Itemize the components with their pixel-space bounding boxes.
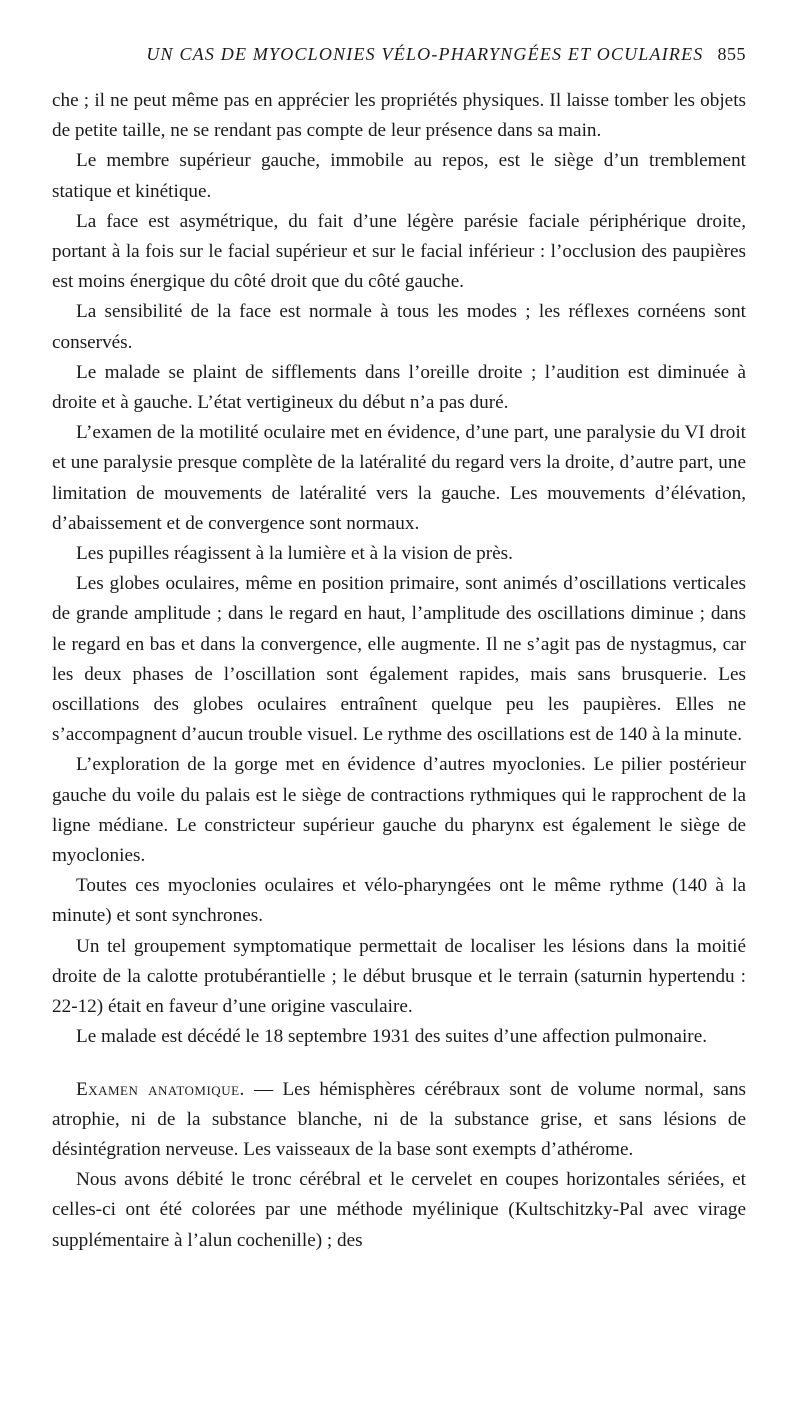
page [52, 44, 746, 1256]
section-heading: Examen anatomique. [76, 1078, 245, 1100]
paragraph: Nous avons débité le tronc cérébral et le cervelet en coupes horizontales sériées, et celles-ci ont été colorées par une méthode myélinique (Kultschitzky-Pal avec virage supplémentaire à l’alun cochenille) ; des [52, 1169, 746, 1251]
paragraph: Le malade est décédé le 18 septembre 1931 des suites d’une affection pulmonaire. [76, 1026, 708, 1048]
paragraph: L’exploration de la gorge met en évidence d’autres myoclonies. Le pilier postérieur gauche du voile du palais est le siège de contractions rythmiques qui le rapprochent de la ligne médiane. Le constricteur supérieur gauche du pharynx est également le siège de myoclonies. [52, 754, 746, 867]
section-text: Les hémisphères cérébraux sont de volume normal, sans atrophie, ni de la substance blanche, ni de la substance grise, et sans lésions de désintégration nerveuse. Les vaisseaux de la base sont exempts d’athérome. [52, 1078, 747, 1160]
section-paragraph [52, 1075, 746, 1166]
paragraph: Les pupilles réagissent à la lumière et à la vision de près. [76, 543, 513, 565]
paragraph: L’examen de la motilité oculaire met en évidence, d’une part, une paralysie du VI droit et une paralysie presque complète de la latéralité du regard vers la droite, d’autre part, une limitation de mouvements de latéralité vers la gauche. Les mouvements d’élévation, d’abaissement et de convergence sont normaux. [52, 422, 746, 534]
paragraph: La face est asymétrique, du fait d’une légère parésie faciale périphérique droite, portant à la fois sur le facial supérieur et sur le facial inférieur : l’occlusion des paupières est moins énergique du côté droit que du côté gauche. [52, 210, 746, 293]
body-text [52, 86, 746, 1256]
paragraph: Le malade se plaint de sifflements dans l’oreille droite ; l’audition est diminuée à droite et à gauche. L’état vertigineux du début n’a pas duré. [52, 361, 746, 414]
running-title: UN CAS DE MYOCLONIES VÉLO-PHARYNGÉES ET OCULAIRES [146, 44, 704, 64]
paragraph: La sensibilité de la face est normale à tous les modes ; les réflexes cornéens sont conservés. [52, 301, 746, 353]
running-head [52, 44, 746, 72]
paragraph: che ; il ne peut même pas en apprécier les propriétés physiques. Il laisse tomber les objets de petite taille, ne se rendant pas compte de leur présence dans sa main. [52, 90, 746, 142]
section-dash: — [244, 1078, 283, 1100]
page-number: 855 [717, 44, 746, 64]
paragraph: Les globes oculaires, même en position primaire, sont animés d’oscillations verticales de grande amplitude ; dans le regard en haut, l’amplitude des oscillations diminue ; dans le regard en bas et dans la convergence, elle augmente. Il ne s’agit pas de nystagmus, car les deux phases de l’oscillation sont également rapides, mais sans brusquerie. Les oscillations des globes oculaires entraînent quelque peu les paupières. Elles ne s’accompagnent d’aucun trouble visuel. Le rythme des oscillations est de 140 à la minute. [52, 573, 746, 746]
paragraph: Toutes ces myoclonies oculaires et vélo-pharyngées ont le même rythme (140 à la minute) et sont synchrones. [52, 875, 746, 927]
paragraph: Le membre supérieur gauche, immobile au repos, est le siège d’un tremblement statique et kinétique. [52, 150, 746, 202]
paragraph: Un tel groupement symptomatique permettait de localiser les lésions dans la moitié droite de la calotte protubérantielle ; le début brusque et le terrain (saturnin hypertendu : 22-12) était en faveur d’une origine vasculaire. [52, 935, 746, 1018]
